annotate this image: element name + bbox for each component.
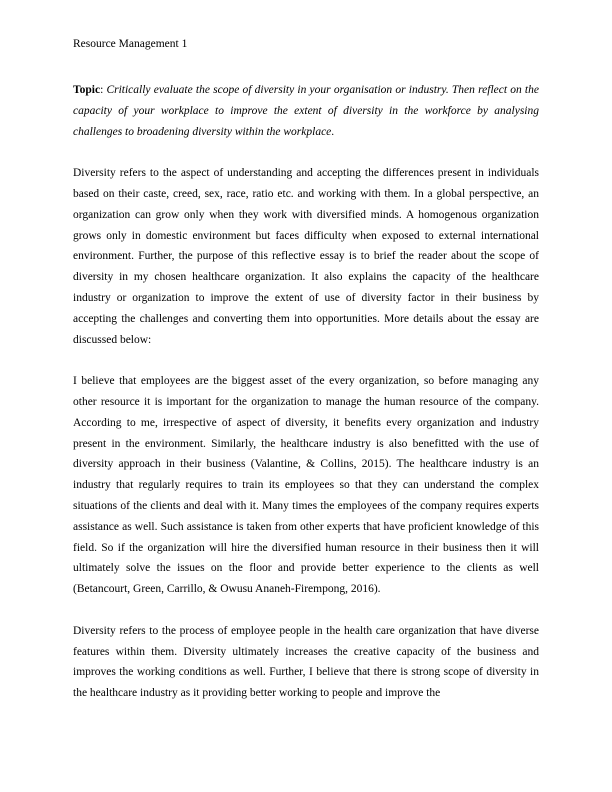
topic-paragraph: [73, 80, 539, 142]
topic-end: .: [331, 125, 335, 138]
topic-text: Critically evaluate the scope of diversity in your organisation or industry. Then reflect on the capacity of your workplace to improve the extent of diversity in the workforce by analysing challenges to broadening diversity within the workplace: [73, 84, 539, 138]
document-body: [73, 80, 539, 725]
topic-label: Topic: [73, 84, 101, 96]
topic-separator: :: [100, 84, 107, 96]
running-head: Resource Management 1: [73, 38, 188, 50]
paragraph-diversity-definition: Diversity refers to the process of employee people in the health care organization that have diverse features within them. Diversity ultimately increases the creative capacity of the business and improves the working conditions as well. Further, I believe that there is strong scope of diversity in the healthcare industry as it providing better working to people and improve the: [73, 624, 539, 700]
paragraph-employees-asset: I believe that employees are the biggest asset of the every organization, so before managing any other resource it is important for the organization to manage the human resource of the company. According to me, irrespective of aspect of diversity, it benefits every organization and industry present in the environment. Similarly, the healthcare industry is also benefitted with the use of diversity approach in their business (Valantine, & Collins, 2015). The healthcare industry is an industry that regularly requires to train its employees so that they can understand the complex situations of the clients and deal with it. Many times the employees of the company requires experts assistance as well. Such assistance is taken from other experts that have proficient knowledge of this field. So if the organization will hire the diversified human resource in their business then it will ultimately solve the issues on the floor and provide better experience to the clients as well (Betancourt, Green, Carrillo, & Owusu Ananeh-Firempong, 2016).: [73, 375, 539, 596]
paragraph-introduction: Diversity refers to the aspect of understanding and accepting the differences present in individuals based on their caste, creed, sex, race, ratio etc. and working with them. In a global perspective, an organization can grow only when they work with diversified minds. A homogenous organization grows only in domestic environment but faces difficulty when exposed to external international environment. Further, the purpose of this reflective essay is to brief the reader about the scope of diversity in my chosen healthcare organization. It also explains the capacity of the healthcare industry or organization to improve the extent of use of diversity factor in their business by accepting the challenges and converting them into opportunities. More details about the essay are discussed below:: [73, 167, 539, 346]
